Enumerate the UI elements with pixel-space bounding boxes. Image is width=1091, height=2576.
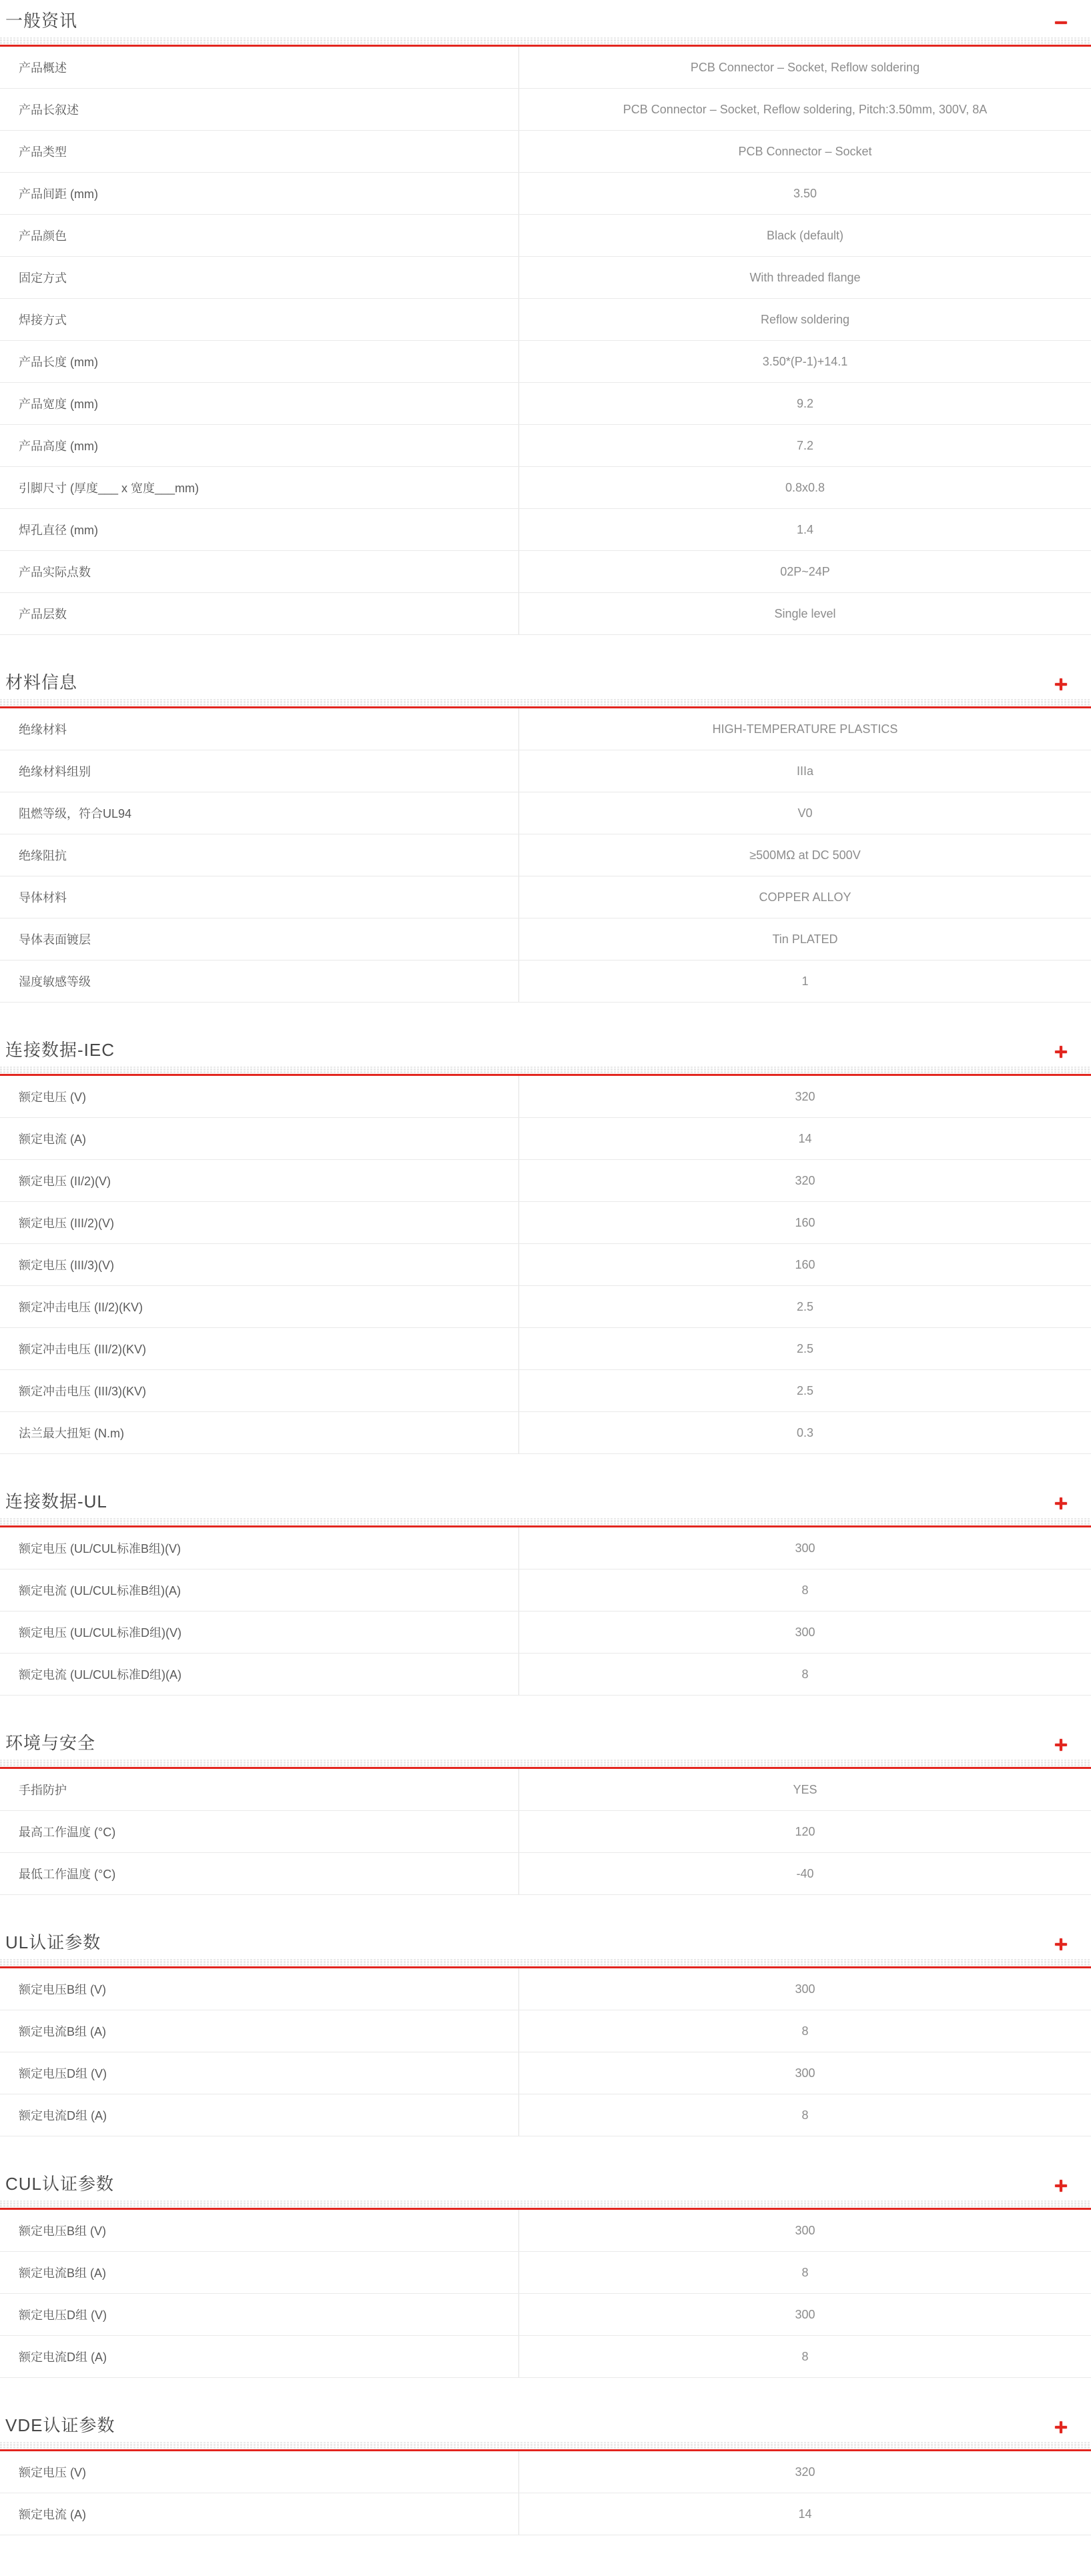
row-value: 320 [518, 2451, 1091, 2493]
table-row [0, 750, 1091, 792]
section-title: 环境与安全 [5, 1732, 96, 1753]
plus-icon[interactable] [1054, 2179, 1068, 2192]
row-label: 湿度敏感等级 [19, 975, 91, 989]
row-value: COPPER ALLOY [518, 876, 1091, 918]
row-label: 额定电压D组 (V) [19, 2067, 107, 2080]
row-value: HIGH-TEMPERATURE PLASTICS [518, 708, 1091, 750]
section-header [0, 1722, 1091, 1760]
row-label: 额定电流 (A) [19, 2508, 86, 2521]
table-row [0, 1527, 1091, 1569]
row-value: 320 [518, 1076, 1091, 1117]
row-value: 8 [518, 2252, 1091, 2293]
table-row [0, 1853, 1091, 1895]
table-row [0, 1811, 1091, 1853]
table-row [0, 1769, 1091, 1811]
row-label: 产品概述 [19, 61, 67, 75]
row-label: 额定冲击电压 (III/3)(KV) [19, 1385, 147, 1398]
row-label: 绝缘材料组别 [19, 765, 91, 778]
row-value: 300 [518, 1612, 1091, 1653]
section-header [0, 1481, 1091, 1518]
table-row [0, 1654, 1091, 1696]
row-value: 160 [518, 1244, 1091, 1285]
spec-table [0, 1076, 1091, 1454]
table-row [0, 792, 1091, 834]
row-value: 02P~24P [518, 551, 1091, 592]
row-label: 额定电压 (UL/CUL标准D组)(V) [19, 1626, 182, 1640]
table-row [0, 551, 1091, 593]
row-value: -40 [518, 1853, 1091, 1894]
table-row [0, 2094, 1091, 2136]
table-row [0, 834, 1091, 876]
minus-icon[interactable] [1054, 16, 1068, 29]
table-row [0, 1412, 1091, 1454]
row-value: 300 [518, 2052, 1091, 2094]
row-value: 300 [518, 2210, 1091, 2251]
table-row [0, 173, 1091, 215]
table-row [0, 960, 1091, 1003]
table-row [0, 1160, 1091, 1202]
table-row [0, 1244, 1091, 1286]
table-row [0, 1968, 1091, 2010]
table-row [0, 1612, 1091, 1654]
row-value: IIIa [518, 750, 1091, 792]
spec-section [0, 2163, 1091, 2378]
table-row [0, 509, 1091, 551]
row-value: 0.3 [518, 1412, 1091, 1453]
row-value: PCB Connector – Socket, Reflow soldering [518, 47, 1091, 88]
row-value: 320 [518, 1160, 1091, 1201]
table-row [0, 1569, 1091, 1612]
row-value: 8 [518, 2336, 1091, 2377]
row-label: 绝缘阻抗 [19, 849, 67, 862]
row-value: 1.4 [518, 509, 1091, 550]
table-row [0, 341, 1091, 383]
row-value: ≥500MΩ at DC 500V [518, 834, 1091, 876]
row-label: 焊孔直径 (mm) [19, 524, 98, 537]
row-value: PCB Connector – Socket, Reflow soldering, Pitch:3.50mm, 300V, 8A [518, 89, 1091, 130]
dotted-divider [0, 1959, 1091, 1966]
table-row [0, 2493, 1091, 2535]
row-label: 额定电流 (A) [19, 1133, 86, 1146]
section-header [0, 0, 1091, 37]
spec-section [0, 0, 1091, 635]
row-value: 300 [518, 1968, 1091, 2010]
spec-table [0, 2451, 1091, 2535]
row-label: 产品高度 (mm) [19, 440, 98, 453]
table-row [0, 1286, 1091, 1328]
row-value: V0 [518, 792, 1091, 834]
row-label: 额定电流B组 (A) [19, 2267, 107, 2280]
spec-table [0, 47, 1091, 635]
table-row [0, 2052, 1091, 2094]
table-row [0, 2294, 1091, 2336]
row-label: 额定电流B组 (A) [19, 2025, 107, 2038]
row-value: Single level [518, 593, 1091, 634]
row-value: 8 [518, 1654, 1091, 1695]
section-title: VDE认证参数 [5, 2415, 115, 2435]
row-label: 产品类型 [19, 145, 67, 159]
table-row [0, 299, 1091, 341]
spec-section [0, 1481, 1091, 1696]
row-label: 产品颜色 [19, 229, 67, 243]
row-label: 引脚尺寸 (厚度___ x 宽度___mm) [19, 482, 200, 495]
table-row [0, 1118, 1091, 1160]
row-label: 产品实际点数 [19, 566, 91, 579]
section-title: 材料信息 [5, 672, 78, 692]
table-row [0, 89, 1091, 131]
row-label: 产品宽度 (mm) [19, 398, 98, 411]
section-title: CUL认证参数 [5, 2173, 115, 2194]
row-label: 固定方式 [19, 271, 67, 285]
table-row [0, 131, 1091, 173]
dotted-divider [0, 2442, 1091, 2449]
dotted-divider [0, 37, 1091, 45]
row-label: 产品长叙述 [19, 103, 79, 117]
section-title: UL认证参数 [5, 1932, 101, 1952]
row-label: 额定冲击电压 (III/2)(KV) [19, 1343, 147, 1356]
row-label: 导体表面镀层 [19, 933, 91, 946]
row-value: 1 [518, 960, 1091, 1002]
row-label: 绝缘材料 [19, 723, 67, 736]
section-header [0, 662, 1091, 699]
table-row [0, 876, 1091, 918]
row-label: 产品长度 (mm) [19, 356, 98, 369]
row-value: 2.5 [518, 1286, 1091, 1327]
row-label: 额定电流D组 (A) [19, 2109, 107, 2122]
spec-section [0, 2405, 1091, 2535]
plus-icon[interactable] [1054, 1738, 1068, 1752]
spec-section [0, 1029, 1091, 1454]
row-value: Reflow soldering [518, 299, 1091, 340]
row-label: 额定冲击电压 (II/2)(KV) [19, 1301, 143, 1314]
row-label: 额定电压B组 (V) [19, 1983, 107, 1996]
section-header [0, 2163, 1091, 2200]
table-row [0, 2010, 1091, 2052]
row-value: YES [518, 1769, 1091, 1810]
row-value: 14 [518, 2493, 1091, 2535]
row-value: With threaded flange [518, 257, 1091, 298]
row-label: 最高工作温度 (°C) [19, 1826, 116, 1839]
table-row [0, 708, 1091, 750]
dotted-divider [0, 2200, 1091, 2208]
table-row [0, 1370, 1091, 1412]
row-label: 产品层数 [19, 608, 67, 621]
table-row [0, 215, 1091, 257]
section-title: 连接数据-IEC [5, 1039, 115, 1060]
row-label: 法兰最大扭矩 (N.m) [19, 1427, 124, 1440]
section-title: 一般资讯 [5, 10, 78, 31]
spec-table [0, 1769, 1091, 1895]
table-row [0, 1076, 1091, 1118]
row-label: 额定电压 (II/2)(V) [19, 1175, 111, 1188]
table-row [0, 257, 1091, 299]
row-label: 额定电压B组 (V) [19, 2224, 107, 2238]
row-label: 手指防护 [19, 1784, 67, 1797]
row-label: 导体材料 [19, 891, 67, 904]
row-value: 8 [518, 2010, 1091, 2052]
table-row [0, 1202, 1091, 1244]
row-label: 额定电压 (V) [19, 2466, 86, 2479]
row-value: 300 [518, 1527, 1091, 1569]
spec-table [0, 2210, 1091, 2378]
table-row [0, 1328, 1091, 1370]
row-value: Tin PLATED [518, 918, 1091, 960]
row-label: 额定电压 (V) [19, 1091, 86, 1104]
plus-icon[interactable] [1054, 678, 1068, 691]
row-value: Black (default) [518, 215, 1091, 256]
table-row [0, 383, 1091, 425]
table-row [0, 2210, 1091, 2252]
row-label: 额定电压 (III/3)(V) [19, 1259, 114, 1272]
row-label: 额定电压D组 (V) [19, 2309, 107, 2322]
row-value: 300 [518, 2294, 1091, 2335]
row-value: 3.50 [518, 173, 1091, 214]
dotted-divider [0, 1518, 1091, 1525]
row-label: 额定电压 (UL/CUL标准B组)(V) [19, 1542, 181, 1555]
row-label: 焊接方式 [19, 313, 67, 327]
row-value: 2.5 [518, 1370, 1091, 1411]
dotted-divider [0, 1760, 1091, 1767]
spec-section [0, 1922, 1091, 2136]
row-value: 8 [518, 2094, 1091, 2136]
spec-table [0, 1968, 1091, 2136]
section-title: 连接数据-UL [5, 1491, 107, 1511]
row-value: 9.2 [518, 383, 1091, 424]
dotted-divider [0, 699, 1091, 706]
row-label: 最低工作温度 (°C) [19, 1868, 116, 1881]
row-value: 2.5 [518, 1328, 1091, 1369]
row-label: 产品间距 (mm) [19, 187, 98, 201]
row-label: 额定电流D组 (A) [19, 2351, 107, 2364]
row-value: 8 [518, 1569, 1091, 1611]
plus-icon[interactable] [1054, 1497, 1068, 1510]
row-value: 0.8x0.8 [518, 467, 1091, 508]
table-row [0, 2336, 1091, 2378]
table-row [0, 593, 1091, 635]
table-row [0, 467, 1091, 509]
spec-table [0, 1527, 1091, 1696]
table-row [0, 2252, 1091, 2294]
section-header [0, 1922, 1091, 1959]
spec-section [0, 1722, 1091, 1895]
table-row [0, 2451, 1091, 2493]
row-value: 14 [518, 1118, 1091, 1159]
row-value: 7.2 [518, 425, 1091, 466]
dotted-divider [0, 1067, 1091, 1074]
plus-icon[interactable] [1054, 1938, 1068, 1951]
row-label: 阻燃等级，符合UL94 [19, 807, 132, 820]
spec-section [0, 662, 1091, 1003]
row-label: 额定电流 (UL/CUL标准D组)(A) [19, 1668, 182, 1682]
plus-icon[interactable] [1054, 1045, 1068, 1059]
row-value: 160 [518, 1202, 1091, 1243]
spec-table [0, 708, 1091, 1003]
row-value: 120 [518, 1811, 1091, 1852]
table-row [0, 918, 1091, 960]
section-header [0, 2405, 1091, 2442]
section-header [0, 1029, 1091, 1067]
row-value: 3.50*(P-1)+14.1 [518, 341, 1091, 382]
table-row [0, 425, 1091, 467]
row-label: 额定电流 (UL/CUL标准B组)(A) [19, 1584, 181, 1597]
row-value: PCB Connector – Socket [518, 131, 1091, 172]
table-row [0, 47, 1091, 89]
plus-icon[interactable] [1054, 2421, 1068, 2434]
row-label: 额定电压 (III/2)(V) [19, 1217, 114, 1230]
